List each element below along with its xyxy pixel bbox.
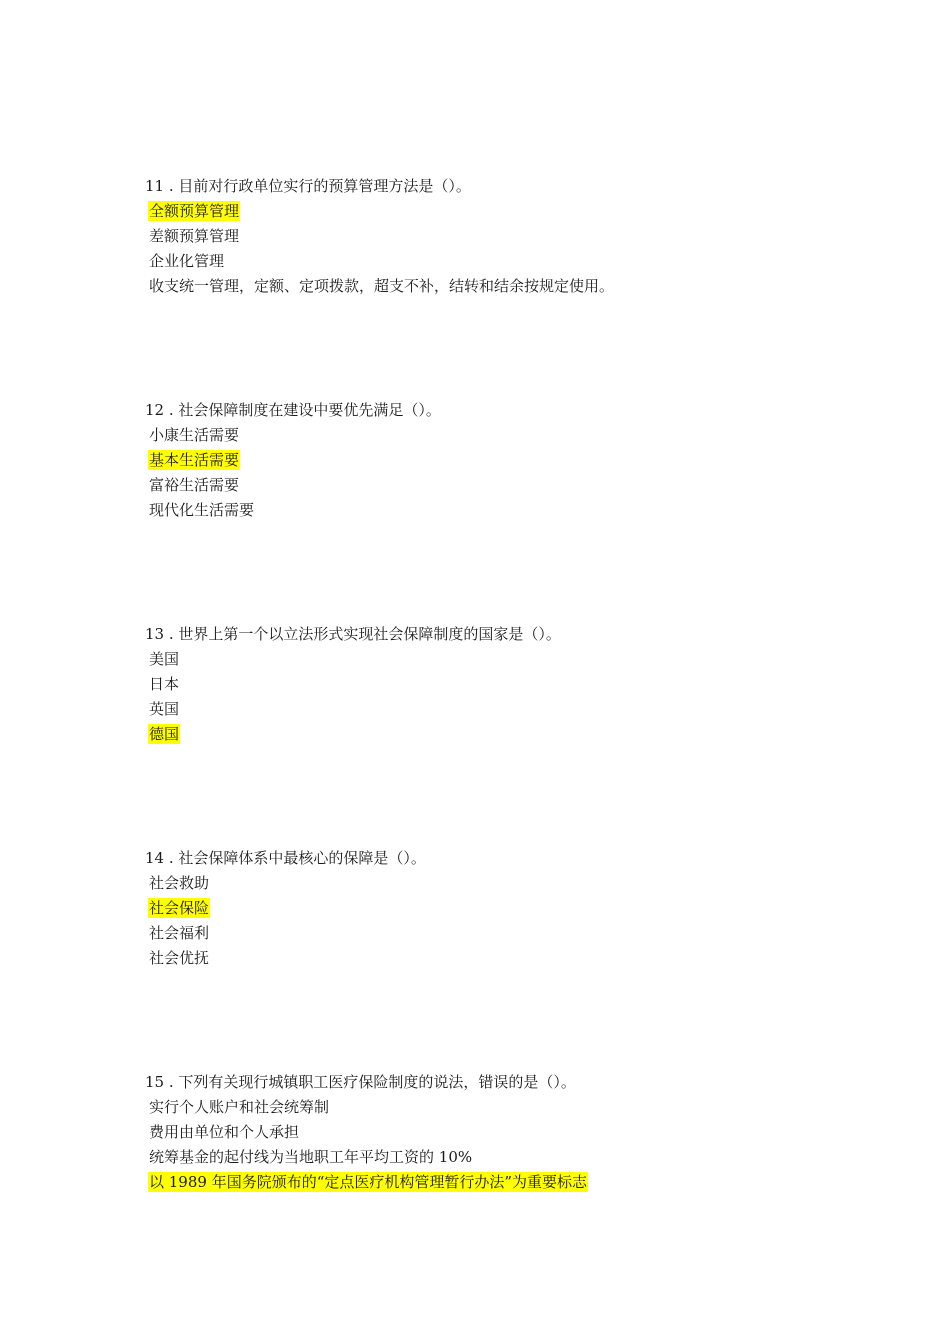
option bbox=[145, 498, 865, 523]
option-text: 差额预算管理 bbox=[149, 227, 240, 245]
question-12 bbox=[145, 398, 865, 523]
option bbox=[145, 423, 865, 448]
option bbox=[145, 1145, 865, 1170]
option-text: 小康生活需要 bbox=[149, 426, 240, 444]
option bbox=[145, 697, 865, 722]
option bbox=[145, 921, 865, 946]
option-text: 基本生活需要 bbox=[149, 451, 240, 469]
option-text: 社会保险 bbox=[149, 899, 210, 917]
option-text: 以 1989 年国务院颁布的“定点医疗机构管理暂行办法”为重要标志 bbox=[149, 1173, 588, 1191]
option-correct bbox=[145, 722, 865, 747]
option-correct bbox=[145, 199, 865, 224]
question-14 bbox=[145, 846, 865, 971]
option-text: 全额预算管理 bbox=[149, 202, 240, 220]
option-correct bbox=[145, 896, 865, 921]
question-title: 12 . 社会保障制度在建设中要优先满足（）。 bbox=[145, 401, 441, 419]
option-text: 实行个人账户和社会统筹制 bbox=[149, 1098, 330, 1116]
option bbox=[145, 946, 865, 971]
option-text: 日本 bbox=[149, 675, 180, 693]
option-text: 富裕生活需要 bbox=[149, 476, 240, 494]
question-11 bbox=[145, 174, 865, 299]
option-text: 收支统一管理，定额、定项拨款，超支不补，结转和结余按规定使用。 bbox=[149, 277, 615, 295]
option-text: 现代化生活需要 bbox=[149, 501, 255, 519]
option bbox=[145, 224, 865, 249]
option-text: 统筹基金的起付线为当地职工年平均工资的 10% bbox=[149, 1148, 473, 1166]
option bbox=[145, 647, 865, 672]
option bbox=[145, 274, 865, 299]
option bbox=[145, 672, 865, 697]
option-text: 社会救助 bbox=[149, 874, 210, 892]
question-title: 13 . 世界上第一个以立法形式实现社会保障制度的国家是（）。 bbox=[145, 625, 561, 643]
question-15 bbox=[145, 1070, 865, 1195]
option-correct bbox=[145, 1170, 865, 1195]
question-title: 15 . 下列有关现行城镇职工医疗保险制度的说法，错误的是（）。 bbox=[145, 1073, 576, 1091]
option bbox=[145, 1095, 865, 1120]
option-correct bbox=[145, 448, 865, 473]
option bbox=[145, 249, 865, 274]
option bbox=[145, 473, 865, 498]
option-text: 社会优抚 bbox=[149, 949, 210, 967]
option-text: 美国 bbox=[149, 650, 180, 668]
option-text: 企业化管理 bbox=[149, 252, 225, 270]
option bbox=[145, 871, 865, 896]
option-text: 社会福利 bbox=[149, 924, 210, 942]
question-13 bbox=[145, 622, 865, 747]
option-text: 费用由单位和个人承担 bbox=[149, 1123, 300, 1141]
question-title: 14 . 社会保障体系中最核心的保障是（）。 bbox=[145, 849, 426, 867]
option bbox=[145, 1120, 865, 1145]
option-text: 英国 bbox=[149, 700, 180, 718]
option-text: 德国 bbox=[149, 725, 180, 743]
question-title: 11 . 目前对行政单位实行的预算管理方法是（）。 bbox=[145, 177, 471, 195]
